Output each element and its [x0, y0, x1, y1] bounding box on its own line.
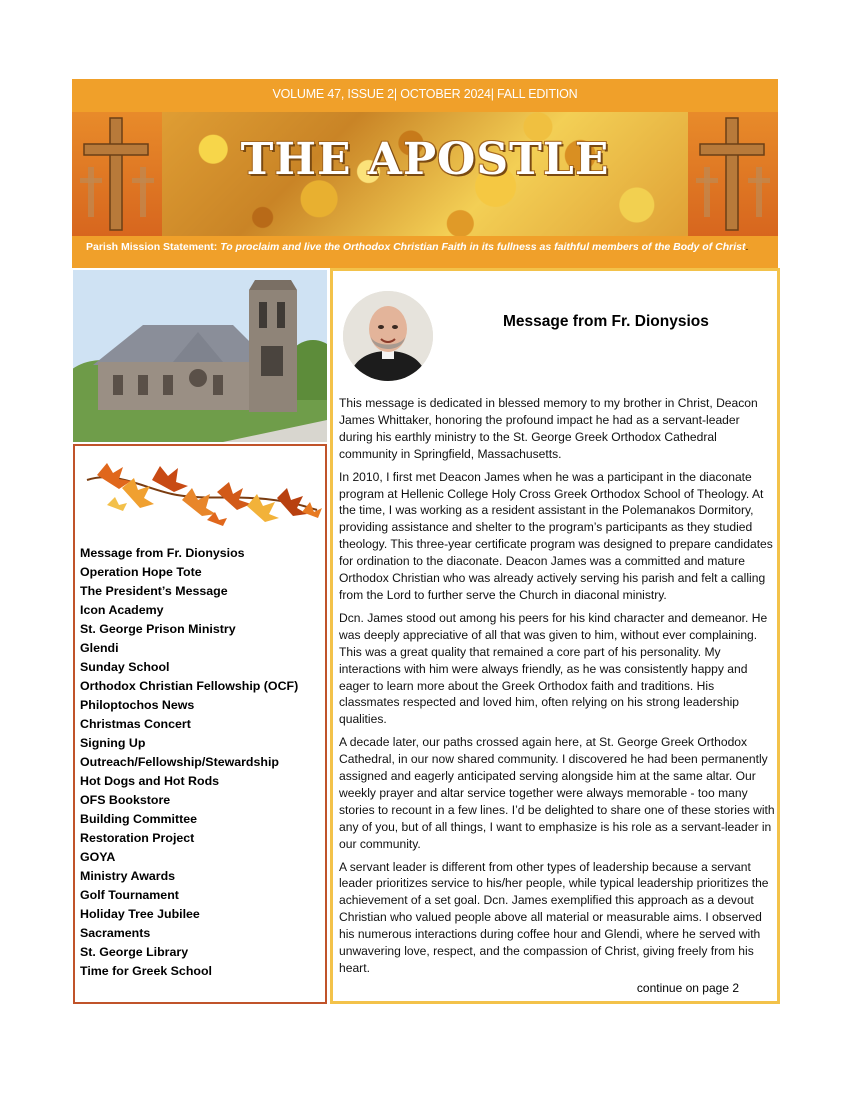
toc-item: Outreach/Fellowship/Stewardship	[80, 755, 279, 769]
toc-item: Operation Hope Tote	[80, 565, 202, 579]
toc-item: Time for Greek School	[80, 964, 212, 978]
toc-item: Philoptochos News	[80, 698, 195, 712]
mission-statement-bar	[72, 236, 778, 268]
article-paragraph: A decade later, our paths crossed again here, at St. George Greek Orthodox Cathedral, in our now shared community. I discovered he had been permanently assigned and eagerly anticipated serving alongside him at the same altar. Our weekly prayer and altar service together were always memorable - too many stories to recount in a few lines. I’d be delighted to share one of these stories with any of you, but of all things, I want to emphasize is his role as a servant-leader in our community.	[339, 735, 775, 851]
cathedral-photo	[73, 270, 327, 442]
toc-item: St. George Prison Ministry	[80, 622, 236, 636]
article-paragraph: This message is dedicated in blessed memory to my brother in Christ, Deacon James Whittaker, honoring the profound impact he had as a servant-leader during his earthly ministry to the St. George Greek Orthodox Cathedral community in Springfield, Massachusetts.	[339, 396, 758, 461]
toc-item: Signing Up	[80, 736, 146, 750]
toc-item: Sunday School	[80, 660, 170, 674]
toc-item: Sacraments	[80, 926, 151, 940]
cross-icon	[688, 112, 778, 236]
toc-item: Icon Academy	[80, 603, 164, 617]
toc-item: Ministry Awards	[80, 869, 176, 883]
masthead-banner	[72, 112, 778, 236]
toc-item: Holiday Tree Jubilee	[80, 907, 200, 921]
newsletter-title: THE APOSTLE	[240, 134, 610, 185]
toc-item: GOYA	[80, 850, 116, 864]
toc-item: Glendi	[80, 641, 119, 655]
article-body	[339, 395, 775, 983]
article-paragraph: A servant leader is different from other types of leadership because a servant leader prioritizes service to his/her people, while typical leadership prioritizes the achievement of a set goal. Dcn. James exemplified this approach as a devout Christian who valued people above all material or measurable aims. I observed his numerous interactions during coffee hour and Glendi, where he served with unwavering love, respect, and the compassion of Christ, giving freely from his heart.	[339, 859, 769, 975]
table-of-contents	[80, 544, 298, 981]
toc-item: Golf Tournament	[80, 888, 179, 902]
toc-item: OFS Bookstore	[80, 793, 171, 807]
article-paragraph: Dcn. James stood out among his peers for his kind character and demeanor. He was deeply appreciative of all that was given to him, without ever complaining. This was a great quality that remained a core part of his personality. My interactions with him were always friendly, as he was consistently happy and eager to learn more about the Greek Orthodox faith and traditions. His classmates respected and loved him, often relying on his strong leadership qualities.	[339, 610, 768, 727]
toc-item: Christmas Concert	[80, 717, 191, 731]
toc-item: Restoration Project	[80, 831, 195, 845]
toc-item: The President’s Message	[80, 584, 228, 598]
toc-item: Building Committee	[80, 812, 198, 826]
autumn-leaves-decoration	[77, 450, 323, 536]
toc-item: St. George Library	[80, 945, 189, 959]
main-article-box	[330, 268, 780, 1004]
contents-sidebar	[73, 444, 327, 1004]
cathedral-illustration	[73, 270, 327, 442]
article-title: Message from Fr. Dionysios	[503, 313, 709, 330]
toc-item: Message from Fr. Dionysios	[80, 546, 245, 560]
toc-item: Orthodox Christian Fellowship (OCF)	[80, 679, 299, 693]
portrait-illustration	[343, 291, 433, 381]
mission-label: Parish Mission Statement:	[86, 241, 218, 253]
article-paragraph: In 2010, I first met Deacon James when he was a participant in the diaconate program at Hellenic College Holy Cross Greek Orthodox School of Theology. At the time, I was working as a resident assistant in the Polemanakos Dormitory, providing assistance and shelter to the program’s participants as they studied theology. This three-year certificate program was designed to prepare candidates for ordination to the diaconate. Deacon James was a committed and mature Orthodox Christian who was already actively serving his parish and felt a calling from the Lord to further serve the Church in diaconal ministry.	[339, 469, 773, 602]
issue-line: VOLUME 47, ISSUE 2| OCTOBER 2024| FALL EDITION	[272, 87, 578, 101]
mission-end: .	[745, 241, 749, 253]
issue-info-bar	[72, 79, 778, 112]
toc-item: Hot Dogs and Hot Rods	[80, 774, 220, 788]
priest-photo	[343, 291, 433, 381]
continue-note: continue on page 2	[636, 981, 739, 995]
cross-panel-right	[688, 112, 778, 236]
mission-text: To proclaim and live the Orthodox Christian Faith in its fullness as faithful members of the Body of Christ	[220, 241, 746, 253]
